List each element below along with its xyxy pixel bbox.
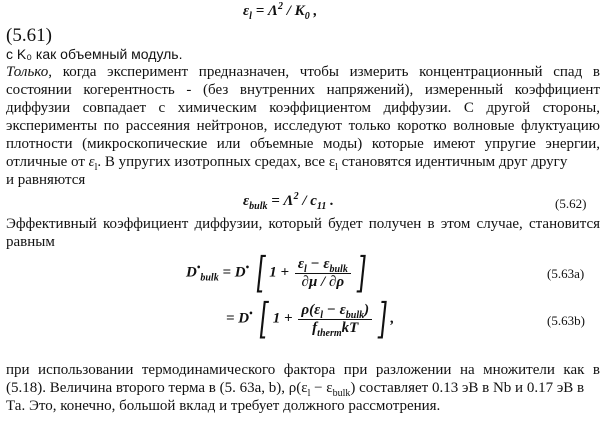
equation-5-63b: = D• [ 1 + $\frac{\rho(\varepsilon_l - \varepsilon_{bulk})}{f_{therm}kT}$ ] ,: [226, 294, 395, 343]
text-line: с K₀ как объемный модуль.: [6, 46, 183, 62]
equation-number: (5.63a): [547, 266, 585, 281]
text-line: равным: [6, 234, 55, 250]
text-line: плотности (микроскопические или объемные моды) которые имеют упругие энергии,: [6, 136, 600, 152]
text-line: состоянии когерентность - (без внутренних напряжений), измеренный коэффициент: [6, 82, 600, 98]
equation-5-62: $\varepsilon_{bulk} = \Lambda^2 / c_{11}$ .: [243, 191, 334, 212]
text-line: (5.18). Величина второго терма в (5. 63a, b), $\rho(\varepsilon_l - \varepsilon_{bulk})$ составляет 0.13 эВ в Nb и 0.17 эВ в: [6, 380, 585, 399]
text-line: при использовании термодинамического фактора при разложении на множители как в: [6, 362, 600, 378]
equation-label: (5.61): [6, 25, 52, 46]
equation-5-63a: $D^•_{bulk} = D^•$ [ 1 + $\frac{\varepsilon_l - \varepsilon_{bulk}}{\partial\mu / \partial\rho}$ ]: [186, 248, 366, 297]
equation-number: (5.62): [555, 196, 587, 211]
text-line: Та. Это, конечно, большой вклад и требует должного рассмотрения.: [6, 398, 441, 414]
text-line: Только, когда эксперимент предназначен, чтобы измерить концентрационный спад в: [6, 64, 600, 80]
text-line: диффузии совпадает с химическим коэффициентом диффузии. С другой стороны,: [6, 100, 600, 116]
text-line: Эффективный коэффициент диффузии, который будет получен в этом случае, становится: [6, 216, 600, 232]
equation-number: (5.63b): [547, 313, 585, 328]
equation-5-61: $\varepsilon_l = \Lambda^2 / K_0$ ,: [243, 1, 318, 22]
text-line: и равняются: [6, 172, 86, 188]
text-line: эксперименты по рассеяния нейтронов, исследуют только коротко волновые флуктуацию: [6, 118, 600, 134]
text-line: отличные от $\varepsilon_l$. В упругих изотропных средах, все $\varepsilon_l$ становятся идентичным друг другу: [6, 154, 568, 173]
